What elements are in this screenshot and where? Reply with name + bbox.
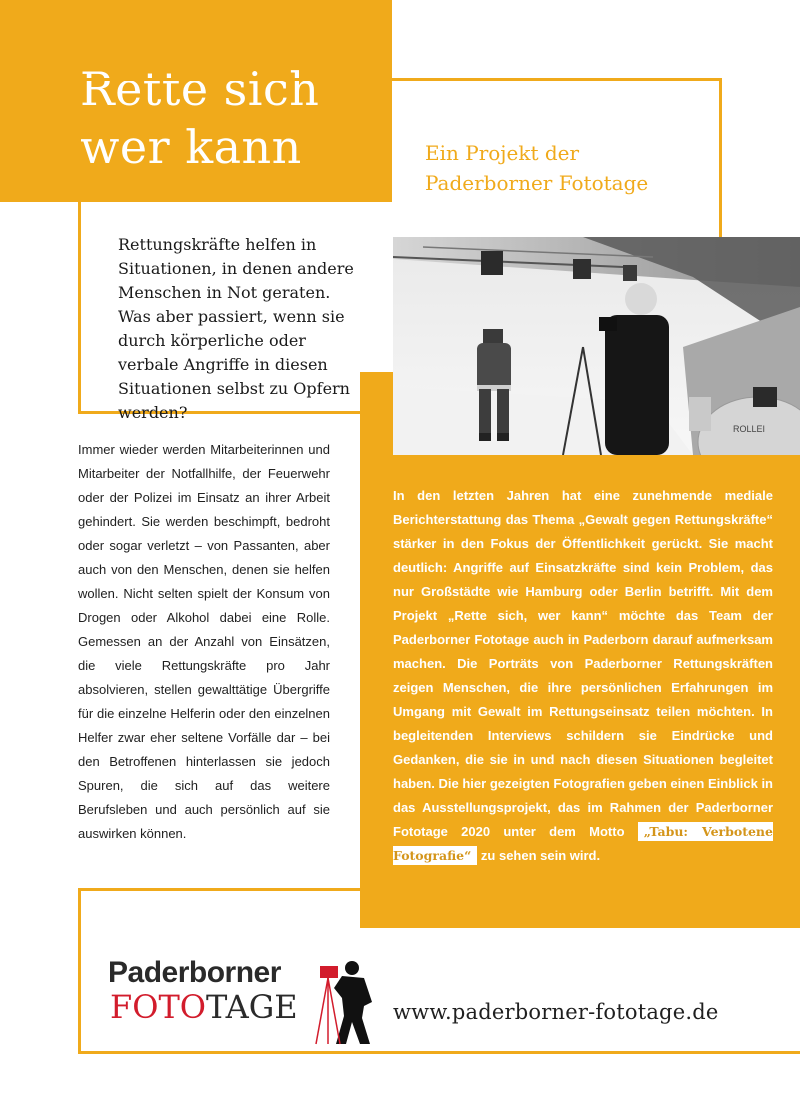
body-text-right-end: zu sehen sein wird. (477, 848, 601, 863)
body-text-right (393, 484, 773, 868)
studio-photo (393, 237, 800, 455)
logo-wordmark-bottom (110, 988, 298, 1026)
reflector-brand-label: ROLLEI (733, 424, 766, 434)
logo-wordmark-top: Paderborner (108, 956, 281, 989)
logo-foto: FOTO (110, 988, 207, 1026)
page-title: Rette sich wer kann (80, 62, 320, 174)
body-text-left: Immer wieder werden Mitarbeiterinnen und Mitarbeiter der Notfallhilfe, der Feuerwehr oder der Polizei im Einsatz an ihrer Arbeit gehindert. Sie werden beschimpft, bedroht oder sogar verletzt – von Passanten, aber auch von den Menschen, denen sie helfen wollen. Nicht selten spielt der Konsum von Drogen oder Alkohol dabei eine Rolle. Gemessen an der Anzahl von Einsätzen, die viele Rettungskräfte pro Jahr absolvieren, stellen gewalttätige Übergriffe für die einzelne Helferin oder den einzelnen Helfer zwar eher seltene Vorfälle dar – bei den Betroffenen hinterlassen sie jedoch Spuren, die sich auf das weitere Berufsleben und auch persönlich auf sie auswirken können. (78, 442, 330, 841)
logo-tage: TAGE (206, 988, 298, 1026)
motto-highlight: „Tabu: Verbotene Fotografie“ (393, 824, 773, 863)
intro-text: Rettungskräfte helfen in Situationen, in denen andere Menschen in Not geraten. Was aber passiert, wenn sie durch körperliche oder verbale Angriffe in diesen Situationen selbst zu Opfern werden? (118, 235, 354, 422)
body-text-right-main: In den letzten Jahren hat eine zunehmende mediale Berichterstattung das Thema „Gewalt gegen Rettungskräfte“ stärker in den Fokus der Öffentlichkeit gerückt. Sie macht deutlich: Angriffe auf Einsatzkräfte sind kein Problem, das nur Großstädte wie Hamburg oder Berlin betrifft. Mit dem Projekt „Rette sich, wer kann“ möchte das Team der Paderborner Fototage auch in Paderborn darauf aufmerksam machen. Die Porträts von Paderborner Rettungskräften zeigen Menschen, die ihre persönlichen Erfahrungen im Umgang mit Gewalt im Rettungseinsatz teilen möchten. In begleitenden Interviews schildern sie Eindrücke und Gedanken, die sie in und nach diesen Situationen begleitet haben. Die hier gezeigten Fotografien geben einen Einblick in das Ausstellungsprojekt, das im Rahmen der Paderborner Fototage 2020 unter dem Motto (393, 488, 773, 839)
studio-photo-image (393, 237, 800, 455)
website-link[interactable]: www.paderborner-fototage.de (393, 1000, 719, 1024)
photographer-tripod-icon (312, 958, 384, 1046)
project-subtitle: Ein Projekt der Paderborner Fototage (425, 141, 649, 195)
